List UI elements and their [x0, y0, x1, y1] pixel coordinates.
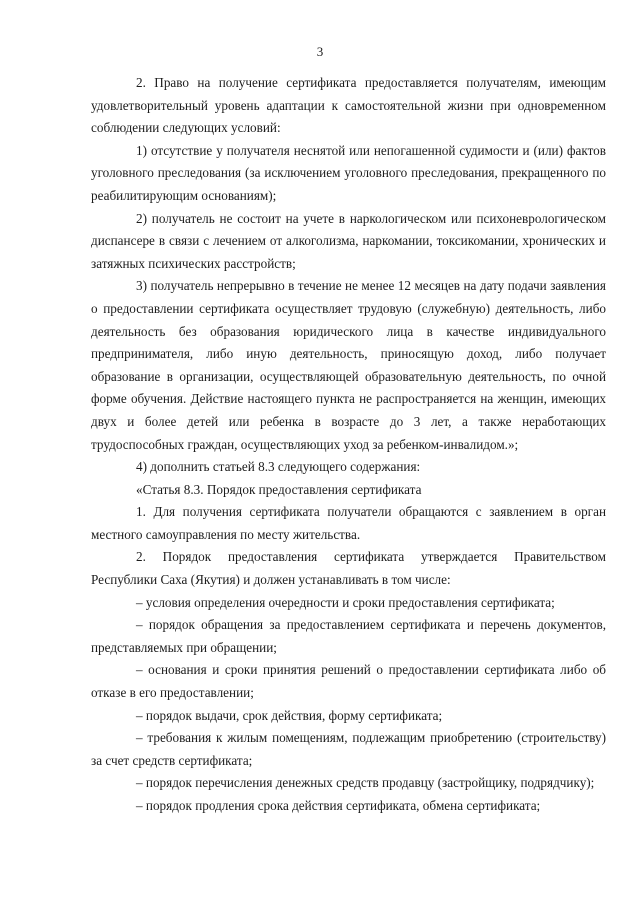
- list-item-extension-exchange: – порядок продления срока действия сертификата, обмена сертификата;: [136, 798, 541, 813]
- paragraph-condition-1: 1) отсутствие у получателя неснятой или непогашенной судимости и (или) фактов уголовного преследования (за исключением уголовного преследования, прекращенного по реабилитирующим основаниям);: [91, 142, 606, 203]
- paragraph-article-clause-1: 1. Для получения сертификата получатели обращаются с заявлением в орган местного самоуправления по месту жительства.: [91, 504, 606, 542]
- document-body: [91, 72, 606, 818]
- paragraph-condition-2: 2) получатель не состоит на учете в наркологическом или психоневрологическом диспансере в связи с лечением от алкоголизма, наркомании, токсикомании, хронических и затяжных психических расстройств;: [91, 210, 606, 271]
- list-item-housing-requirements: – требования к жилым помещениям, подлежащим приобретению (строительству) за счет средств сертификата;: [91, 730, 606, 768]
- paragraph-amendment-4: 4) дополнить статьей 8.3 следующего содержания:: [136, 459, 421, 475]
- list-item-issuance-procedure: – порядок выдачи, срок действия, форму сертификата;: [136, 707, 443, 723]
- paragraph-article-clause-2: 2. Порядок предоставления сертификата утверждается Правительством Республики Саха (Якутия) и должен устанавливать в том числе:: [91, 549, 606, 588]
- article-heading: «Статья 8.3. Порядок предоставления сертификата: [136, 481, 422, 497]
- paragraph-condition-3: 3) получатель непрерывно в течение не менее 12 месяцев на дату подачи заявления о предоставлении сертификата осуществляет трудовую (служебную) деятельность, либо деятельность без образования юридического лица в качестве индивидуального предпринимателя, либо иную деятельность, приносящую доход, либо получает образование в организации, осуществляющей образовательную деятельность, по очной форме обучения. Действие настоящего пункта не распространяется на женщин, имеющих двух и более детей или ребенка в возрасте до 3 лет, а также неработающих трудоспособных граждан, осуществляющих уход за ребенком-инвалидом.»;: [91, 278, 606, 452]
- paragraph-eligibility-conditions: 2. Право на получение сертификата предоставляется получателям, имеющим удовлетворительный уровень адаптации к самостоятельной жизни при одновременном соблюдении следующих условий:: [91, 75, 606, 136]
- list-item-queue-order: – условия определения очередности и сроки предоставления сертификата;: [136, 594, 555, 610]
- page-number: 3: [316, 44, 324, 59]
- list-item-funds-transfer: – порядок перечисления денежных средств продавцу (застройщику, подрядчику);: [136, 775, 595, 791]
- list-item-decision-grounds: – основания и сроки принятия решений о предоставлении сертификата либо об отказе в его предоставлении;: [91, 662, 606, 701]
- list-item-application-procedure: – порядок обращения за предоставлением сертификата и перечень документов, представляемых при обращении;: [91, 617, 606, 655]
